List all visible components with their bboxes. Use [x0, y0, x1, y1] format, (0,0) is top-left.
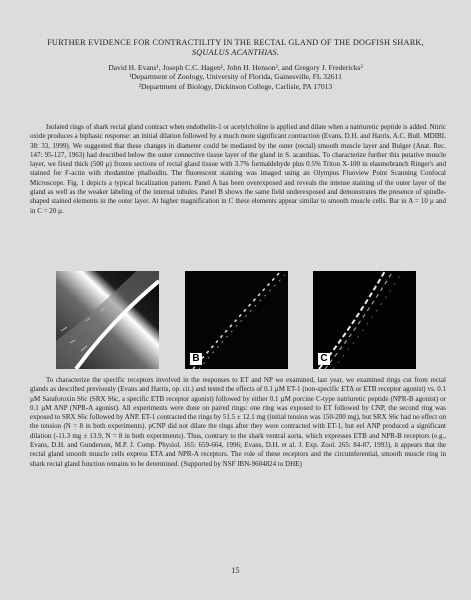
figure-1: [56, 271, 416, 369]
panel-a-micrograph: [56, 271, 159, 369]
panel-c-label: C: [318, 353, 330, 365]
title-text: FURTHER EVIDENCE FOR CONTRACTILITY IN THE RECTAL GLAND OF THE DOGFISH SHARK,: [47, 38, 424, 47]
affiliation-1: ¹Department of Zoology, University of Florida, Gainesville, FL 32611: [129, 72, 342, 82]
figure-panel-b: [185, 271, 288, 369]
figure-panel-c: [313, 271, 416, 369]
author-block: [30, 63, 441, 91]
body-paragraph-1: Isolated rings of shark rectal gland contract when endothelin-1 or acetylcholine is applied and dilate when a natriuretic peptide is added. Nitric oxide produces a biphasic response: an initial dilation followed by a much more significant contraction (Evans, D.H. and Harris, A.C. Bull. MDIBL 38: 33, 1999). We suggested that these changes in diameter could be mediated by the outer (rectal) smooth muscle layer and Bulger (Anat. Rec. 147: 95-127, 1963) had described below the outer connective tissue layer of the gland in S. acanthias. To characterize further this putative muscle layer, we fixed thick (500 µ) frozen sections of rectal gland tissue with 3.7% formaldehyde plus 0.5% Triton X-100 in elasmobranch Ringer's and stained for F-actin with rhodamine phalloidin. The fluorescent staining was imaged using an Olympus Fluoview Point Scanning Confocal Microscope. Fig. 1 depicts a typical localization pattern. Panel A has been overexposed and reveals the intense staining of the outer layer of the gland as well as the weaker labeling of the internal tubules. Panel B shows the same field underexposed and demonstrates the presence of spindle-shaped stained elements in the outer layer. At higher magnification in C these elements appear similar to smooth muscle cells. Bar in A = 10 µ and in C = 20 µ.: [30, 123, 446, 215]
author-names: David H. Evans¹, Joseph C.C. Hagen¹, John H. Henson², and Gregory J. Fredericks²: [108, 63, 363, 72]
article-title: [40, 38, 431, 57]
panel-b-label: B: [190, 353, 202, 365]
page-number: 15: [231, 566, 240, 575]
title-species: SQUALUS ACANTHIAS.: [191, 47, 280, 57]
body-paragraph-2: To characterize the specific receptors involved in the responses to ET and NP we examined, last year, we examined rings cut from rectal glands as described previously (Evans and Harris, op. cit.) and tested the effects of 0.1 µM ET-1 (non-specific ETA or ETB receptor agonist) vs. 0.1 µM Sarafotoxin S6c (SRX S6c, a specific ETB receptor agonist) followed by either 0.1 µM porcine C-type natriuretic peptide (NPR-B agonist) or 0.1 µM ANP (NPR-A agonist). All experiments were done on paired rings: one ring was exposed to ET followed by CNP, the second ring was exposed to SRX S6c followed by ANP. ET-1 contracted the rings by 51.5 ± 12.1 mg (initial tension was 150-200 mg), but SRX S6c had no effect on the tension (N = 8 in both experiments). pCNP did not dilate the rings after they were contracted with ET-1, but eel ANP produced a significant dilation (-11.3 mg ± 13.9, N = 8 in both experiments). Thus, contrary to the shark ventral aorta, which expresses ETB and NPR-B receptors (e.g., Evans, D.H. and Gunderson, M.P. J. Comp. Physiol. 165: 659-664, 1996; Evans, D.H. et al. J. Exp. Zool. 265: 84-87, 1993), it appears that the rectal gland smooth muscle cells express ETA and NPR-A receptors. The role of these receptors and the circumferential, smooth muscle ring in shark rectal gland function remains to be determined. (Supported by NSF IBN-9604824 to DHE): [30, 376, 446, 468]
affiliation-2: ²Department of Biology, Dickinson College, Carlisle, PA 17013: [138, 81, 333, 91]
figure-panel-a: [56, 271, 159, 369]
